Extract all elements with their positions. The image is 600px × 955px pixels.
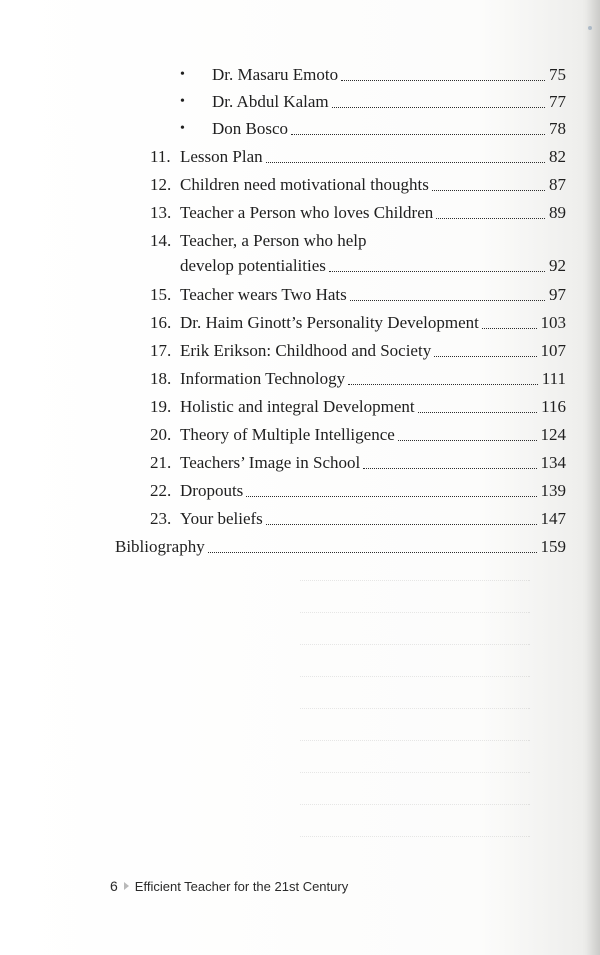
toc-entry-page: 139	[540, 481, 566, 500]
toc-entry-page: 78	[549, 119, 566, 138]
toc-entry-continuation[interactable]	[180, 251, 566, 277]
toc-entry[interactable]	[150, 226, 566, 252]
toc-entry-page: 89	[549, 203, 566, 222]
toc-entry-number: 11.	[150, 147, 171, 166]
dot-leader	[363, 468, 536, 469]
toc-entry-title: Lesson Plan	[180, 147, 263, 166]
toc-entry-number: 22.	[150, 481, 172, 500]
dot-leader	[332, 107, 545, 108]
dot-leader	[436, 218, 545, 219]
toc-entry-title: Holistic and integral Development	[180, 397, 415, 416]
toc-entry[interactable]	[150, 198, 566, 224]
dot-leader	[418, 412, 537, 413]
toc-entry-title: Teacher, a Person who help	[180, 231, 367, 250]
toc-entry-page: 87	[549, 175, 566, 194]
toc-entry[interactable]	[150, 504, 566, 530]
bullet-icon: •	[180, 67, 185, 82]
dot-leader	[246, 496, 536, 497]
toc-entry-title-continued: develop potentialities	[180, 256, 326, 275]
toc-entry[interactable]	[150, 420, 566, 446]
footer-book-title: Efficient Teacher for the 21st Century	[134, 878, 349, 894]
dot-leader	[398, 440, 537, 441]
toc-entry-page: 147	[540, 509, 566, 528]
dot-leader	[266, 162, 545, 163]
toc-entry-title: Teachers’ Image in School	[180, 453, 361, 472]
toc-entry-number: 20.	[150, 425, 172, 444]
toc-entry[interactable]	[150, 336, 566, 362]
dot-leader	[291, 134, 545, 135]
toc-entry[interactable]	[180, 87, 566, 113]
footer-page-number: 6	[110, 878, 118, 894]
toc-entry-number: 13.	[150, 203, 172, 222]
toc-entry-title: Dr. Abdul Kalam	[212, 92, 329, 111]
toc-entry-title: Teacher a Person who loves Children	[180, 203, 434, 222]
toc-entry-number: 16.	[150, 313, 172, 332]
toc-entry-number: 19.	[150, 397, 172, 416]
toc-entry[interactable]	[150, 308, 566, 334]
toc-entry[interactable]	[150, 476, 566, 502]
toc-entry-title: Erik Erikson: Childhood and Society	[180, 341, 432, 360]
toc-entry-number: 18.	[150, 369, 172, 388]
dot-leader	[329, 271, 545, 272]
toc-entry-title: Information Technology	[180, 369, 346, 388]
toc-entry-number: 14.	[150, 231, 172, 250]
toc-entry-page: 77	[549, 92, 566, 111]
dot-leader	[434, 356, 536, 357]
toc-entry[interactable]	[150, 448, 566, 474]
toc-entry-page: 97	[549, 285, 566, 304]
toc-entry-page: 116	[541, 397, 566, 416]
toc-entry-title: Your beliefs	[180, 509, 263, 528]
dot-leader	[482, 328, 537, 329]
toc-entry-number: 21.	[150, 453, 172, 472]
toc-entry-page: 134	[540, 453, 566, 472]
toc-entry-title: Bibliography	[115, 537, 205, 556]
toc-entry-bibliography[interactable]	[115, 532, 566, 558]
toc-entry[interactable]	[150, 170, 566, 196]
toc-entry-page: 75	[549, 65, 566, 84]
toc-entry-title: Dropouts	[180, 481, 244, 500]
triangle-right-icon	[124, 882, 129, 890]
page-footer	[110, 878, 348, 894]
dot-leader	[341, 80, 545, 81]
bullet-icon: •	[180, 94, 185, 109]
toc-entry[interactable]	[150, 364, 566, 390]
toc-entry[interactable]	[150, 142, 566, 168]
dot-leader	[208, 552, 537, 553]
toc-entry-page: 111	[541, 369, 566, 388]
toc-entry-page: 124	[540, 425, 566, 444]
toc-entry-title: Theory of Multiple Intelligence	[180, 425, 395, 444]
toc-entry-title: Children need motivational thoughts	[180, 175, 429, 194]
toc-entry[interactable]	[180, 60, 566, 86]
toc-entry-number: 23.	[150, 509, 172, 528]
toc-entry-page: 92	[549, 256, 566, 275]
dot-leader	[432, 190, 545, 191]
toc-entry[interactable]	[150, 280, 566, 306]
dot-leader	[348, 384, 538, 385]
toc-entry-number: 15.	[150, 285, 172, 304]
toc-entry-title: Dr. Haim Ginott’s Personality Development	[180, 313, 479, 332]
toc-entry-page: 103	[540, 313, 566, 332]
toc-entry-title: Dr. Masaru Emoto	[212, 65, 339, 84]
toc-entry-page: 107	[540, 341, 566, 360]
toc-entry-page: 159	[540, 537, 566, 556]
dot-leader	[350, 300, 545, 301]
toc-entry-number: 17.	[150, 341, 172, 360]
toc-entry[interactable]	[150, 392, 566, 418]
toc-entry-number: 12.	[150, 175, 172, 194]
dot-leader	[266, 524, 537, 525]
toc-entry-page: 82	[549, 147, 566, 166]
toc-entry-title: Don Bosco	[212, 119, 289, 138]
bullet-icon: •	[180, 121, 185, 136]
toc-entry-title: Teacher wears Two Hats	[180, 285, 347, 304]
toc-entry[interactable]	[180, 114, 566, 140]
